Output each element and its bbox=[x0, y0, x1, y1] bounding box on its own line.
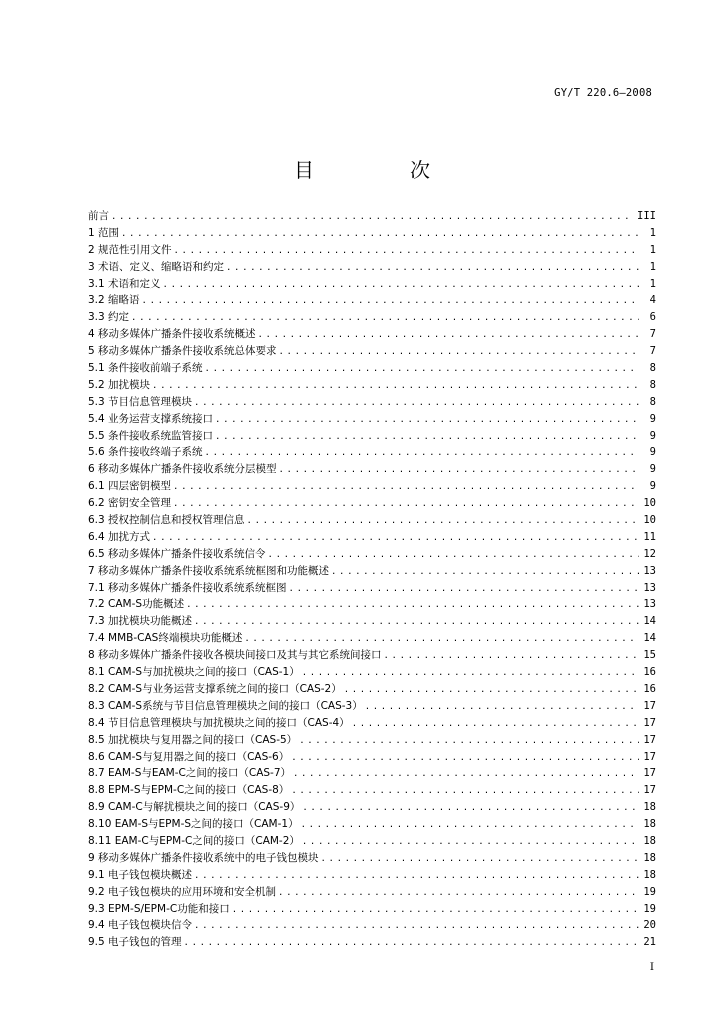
toc-leader-dots bbox=[293, 766, 639, 783]
toc-entry-page: 7 bbox=[649, 328, 656, 341]
toc-entry-title: 5.2 加扰模块 bbox=[88, 378, 151, 391]
toc-entry-title: 6.2 密钥安全管理 bbox=[88, 497, 172, 510]
toc-entry-page: 17 bbox=[643, 750, 656, 763]
toc-leader-dots bbox=[244, 631, 639, 648]
toc-entry-page: 17 bbox=[643, 767, 656, 780]
toc-entry[interactable] bbox=[88, 664, 656, 681]
toc-entry-page: 18 bbox=[643, 868, 656, 881]
toc-entry-title: 5.1 条件接收前端子系统 bbox=[88, 362, 203, 375]
page-number: I bbox=[649, 961, 654, 973]
toc-entry-title: 6 移动多媒体广播条件接收系统分层模型 bbox=[88, 463, 277, 476]
toc-entry-title: 5 移动多媒体广播条件接收系统总体要求 bbox=[88, 345, 277, 358]
toc-entry-page: 17 bbox=[643, 784, 656, 797]
toc-leader-dots bbox=[365, 699, 639, 716]
toc-entry-title: 8.6 CAM-S与复用器之间的接口（CAS-6） bbox=[88, 750, 290, 763]
toc-entry-page: 1 bbox=[649, 226, 656, 239]
toc-entry-page: 8 bbox=[649, 395, 656, 408]
toc-entry[interactable] bbox=[88, 715, 656, 732]
toc-entry-page: 12 bbox=[643, 547, 656, 560]
toc-entry-title: 8.2 CAM-S与业务运营支撑系统之间的接口（CAS-2） bbox=[88, 682, 342, 695]
toc-entry-page: 9 bbox=[649, 463, 656, 476]
toc-entry-page: 17 bbox=[643, 716, 656, 729]
toc-entry-title: 8.5 加扰模块与复用器之间的接口（CAS-5） bbox=[88, 733, 298, 746]
toc-leader-dots bbox=[142, 293, 639, 310]
toc-entry-page: 18 bbox=[643, 801, 656, 814]
toc-leader-dots bbox=[247, 513, 639, 530]
toc-entry-page: 10 bbox=[643, 497, 656, 510]
toc-leader-dots bbox=[232, 902, 639, 919]
toc-entry-page: 15 bbox=[643, 649, 656, 662]
toc-entry-page: 18 bbox=[643, 834, 656, 847]
toc-leader-dots bbox=[299, 733, 639, 750]
toc-entry-page: 19 bbox=[643, 885, 656, 898]
toc-leader-dots bbox=[279, 462, 639, 479]
toc-entry-title: 前言 bbox=[88, 210, 109, 222]
toc-entry-title: 3.1 术语和定义 bbox=[88, 277, 161, 290]
toc-entry-page: 20 bbox=[643, 919, 656, 932]
toc-leader-dots bbox=[152, 530, 639, 547]
toc-entry[interactable] bbox=[88, 242, 656, 259]
toc-entry-title: 4 移动多媒体广播条件接收系统概述 bbox=[88, 328, 256, 341]
toc-entry-page: 7 bbox=[649, 345, 656, 358]
toc-entry-title: 8.9 CAM-C与解扰模块之间的接口（CAS-9） bbox=[88, 801, 301, 814]
toc-entry-page: 11 bbox=[643, 530, 656, 543]
toc-leader-dots bbox=[194, 868, 639, 885]
toc-leader-dots bbox=[215, 412, 639, 429]
toc-leader-dots bbox=[186, 597, 639, 614]
toc-entry-page: 13 bbox=[643, 564, 656, 577]
toc-leader-dots bbox=[278, 885, 639, 902]
toc-entry-title: 8.10 EAM-S与EPM-S之间的接口（CAM-1） bbox=[88, 818, 299, 831]
toc-entry-title: 1 范围 bbox=[88, 226, 120, 239]
toc-entry[interactable] bbox=[88, 394, 656, 411]
toc-entry-title: 8.7 EAM-S与EAM-C之间的接口（CAS-7） bbox=[88, 767, 292, 780]
toc-entry[interactable] bbox=[88, 917, 656, 934]
toc-entry[interactable] bbox=[88, 259, 656, 276]
toc-leader-dots bbox=[302, 834, 639, 851]
toc-entry-title: 6.4 加扰方式 bbox=[88, 530, 151, 543]
toc-entry-page: 17 bbox=[643, 699, 656, 712]
toc-entry-page: 13 bbox=[643, 598, 656, 611]
toc-leader-dots bbox=[302, 665, 639, 682]
toc-entry[interactable] bbox=[88, 343, 656, 360]
toc-entry-title: 8.3 CAM-S系统与节目信息管理模块之间的接口（CAS-3） bbox=[88, 699, 363, 712]
toc-entry[interactable] bbox=[88, 833, 656, 850]
toc-entry-title: 3 术语、定义、缩略语和约定 bbox=[88, 260, 225, 273]
toc-entry-page: III bbox=[637, 210, 656, 222]
toc-entry[interactable] bbox=[88, 850, 656, 867]
toc-entry[interactable] bbox=[88, 867, 656, 884]
toc-entry[interactable] bbox=[88, 461, 656, 478]
toc-entry-title: 5.4 业务运营支撑系统接口 bbox=[88, 412, 214, 425]
toc-entry-title: 5.5 条件接收系统监管接口 bbox=[88, 429, 214, 442]
toc-entry-title: 9.3 EPM-S/EPM-C功能和接口 bbox=[88, 902, 230, 915]
toc-entry[interactable] bbox=[88, 749, 656, 766]
toc-leader-dots bbox=[174, 243, 639, 260]
toc-entry[interactable] bbox=[88, 529, 656, 546]
toc-leader-dots bbox=[184, 935, 639, 952]
toc-entry[interactable] bbox=[88, 901, 656, 918]
toc-entry[interactable] bbox=[88, 681, 656, 698]
toc-entry-page: 6 bbox=[649, 311, 656, 324]
toc-entry[interactable] bbox=[88, 698, 656, 715]
toc-leader-dots bbox=[301, 817, 639, 834]
toc-entry-page: 21 bbox=[643, 936, 656, 949]
toc-entry[interactable] bbox=[88, 495, 656, 512]
toc-entry-page: 1 bbox=[649, 260, 656, 273]
toc-entry-title: 7.4 MMB-CAS终端模块功能概述 bbox=[88, 632, 243, 645]
toc-leader-dots bbox=[173, 479, 639, 496]
toc-leader-dots bbox=[291, 783, 639, 800]
toc-leader-dots bbox=[352, 716, 639, 733]
toc-entry[interactable] bbox=[88, 512, 656, 529]
toc-entry-title: 6.5 移动多媒体广播条件接收系统信令 bbox=[88, 547, 266, 560]
toc-entry-title: 9.2 电子钱包模块的应用环境和安全机制 bbox=[88, 885, 277, 898]
toc-entry-title: 8.8 EPM-S与EPM-C之间的接口（CAS-8） bbox=[88, 784, 290, 797]
toc-leader-dots bbox=[121, 226, 639, 243]
toc-entry-page: 19 bbox=[643, 902, 656, 915]
toc-leader-dots bbox=[215, 429, 639, 446]
toc-entry-title: 3.2 缩略语 bbox=[88, 294, 140, 307]
toc-entry-page: 9 bbox=[649, 429, 656, 442]
toc-leader-dots bbox=[163, 277, 639, 294]
toc-entry-title: 8.11 EAM-C与EPM-C之间的接口（CAM-2） bbox=[88, 834, 300, 847]
toc-entry[interactable] bbox=[88, 444, 656, 461]
toc-leader-dots bbox=[131, 310, 639, 327]
toc-entry[interactable] bbox=[88, 292, 656, 309]
toc-entry-title: 7.1 移动多媒体广播条件接收系统系统框图 bbox=[88, 581, 287, 594]
toc-leader-dots bbox=[111, 209, 634, 226]
page-title: 目 次 bbox=[294, 158, 468, 182]
toc-entry[interactable] bbox=[88, 732, 656, 749]
toc-entry-title: 3.3 约定 bbox=[88, 311, 130, 324]
toc-entry-page: 8 bbox=[649, 378, 656, 391]
toc-entry[interactable] bbox=[88, 428, 656, 445]
toc-entry-title: 9.4 电子钱包模块信令 bbox=[88, 919, 193, 932]
toc-entry-title: 8.1 CAM-S与加扰模块之间的接口（CAS-1） bbox=[88, 666, 300, 679]
toc-entry-title: 8.4 节目信息管理模块与加扰模块之间的接口（CAS-4） bbox=[88, 716, 350, 729]
toc-entry[interactable] bbox=[88, 596, 656, 613]
standard-code: GY/T 220.6—2008 bbox=[554, 87, 652, 99]
toc-leader-dots bbox=[205, 445, 639, 462]
toc-entry-page: 14 bbox=[643, 615, 656, 628]
toc-entry-page: 14 bbox=[643, 632, 656, 645]
toc-leader-dots bbox=[344, 682, 639, 699]
toc-leader-dots bbox=[279, 344, 639, 361]
toc-entry-page: 18 bbox=[643, 851, 656, 864]
toc-entry[interactable] bbox=[88, 208, 656, 225]
toc-leader-dots bbox=[173, 496, 639, 513]
toc-entry[interactable] bbox=[88, 799, 656, 816]
toc-entry-page: 18 bbox=[643, 818, 656, 831]
toc-entry[interactable] bbox=[88, 326, 656, 343]
toc-leader-dots bbox=[291, 750, 639, 767]
toc-entry-title: 9 移动多媒体广播条件接收系统中的电子钱包模块 bbox=[88, 851, 319, 864]
toc-entry-title: 6.1 四层密钥模型 bbox=[88, 480, 172, 493]
toc-entry-page: 16 bbox=[643, 682, 656, 695]
toc-entry[interactable] bbox=[88, 630, 656, 647]
toc-entry[interactable] bbox=[88, 276, 656, 293]
toc-leader-dots bbox=[194, 395, 639, 412]
toc-leader-dots bbox=[205, 361, 639, 378]
toc-entry-title: 5.3 节目信息管理模块 bbox=[88, 395, 193, 408]
toc-entry-title: 5.6 条件接收终端子系统 bbox=[88, 446, 203, 459]
toc-leader-dots bbox=[321, 851, 639, 868]
toc-entry[interactable] bbox=[88, 816, 656, 833]
toc-entry[interactable] bbox=[88, 613, 656, 630]
toc-entry-page: 10 bbox=[643, 514, 656, 527]
toc-entry-title: 6.3 授权控制信息和授权管理信息 bbox=[88, 514, 245, 527]
toc-entry-title: 9.1 电子钱包模块概述 bbox=[88, 868, 193, 881]
toc-entry[interactable] bbox=[88, 478, 656, 495]
table-of-contents bbox=[88, 208, 656, 951]
toc-leader-dots bbox=[226, 260, 639, 277]
toc-entry-page: 4 bbox=[649, 294, 656, 307]
toc-leader-dots bbox=[384, 648, 639, 665]
toc-entry[interactable] bbox=[88, 411, 656, 428]
toc-leader-dots bbox=[302, 800, 639, 817]
toc-entry[interactable] bbox=[88, 563, 656, 580]
toc-entry-title: 2 规范性引用文件 bbox=[88, 243, 172, 256]
toc-entry[interactable] bbox=[88, 580, 656, 597]
toc-entry[interactable] bbox=[88, 765, 656, 782]
toc-leader-dots bbox=[258, 327, 639, 344]
toc-leader-dots bbox=[194, 918, 639, 935]
toc-entry[interactable] bbox=[88, 934, 656, 951]
toc-leader-dots bbox=[194, 614, 639, 631]
toc-entry-title: 8 移动多媒体广播条件接收各模块间接口及其与其它系统间接口 bbox=[88, 649, 382, 662]
toc-entry-title: 7 移动多媒体广播条件接收系统系统框图和功能概述 bbox=[88, 564, 330, 577]
toc-leader-dots bbox=[331, 564, 639, 581]
toc-entry-page: 9 bbox=[649, 446, 656, 459]
toc-leader-dots bbox=[152, 378, 639, 395]
toc-entry-page: 16 bbox=[643, 666, 656, 679]
toc-entry[interactable] bbox=[88, 647, 656, 664]
toc-entry-page: 8 bbox=[649, 362, 656, 375]
toc-leader-dots bbox=[268, 547, 639, 564]
toc-entry-title: 7.3 加扰模块功能概述 bbox=[88, 615, 193, 628]
toc-entry[interactable] bbox=[88, 782, 656, 799]
toc-entry[interactable] bbox=[88, 309, 656, 326]
toc-entry-title: 7.2 CAM-S功能概述 bbox=[88, 598, 185, 611]
toc-leader-dots bbox=[289, 581, 639, 598]
toc-entry-page: 9 bbox=[649, 480, 656, 493]
toc-entry-page: 1 bbox=[649, 277, 656, 290]
toc-entry[interactable] bbox=[88, 377, 656, 394]
toc-entry-title: 9.5 电子钱包的管理 bbox=[88, 936, 182, 949]
toc-entry-page: 13 bbox=[643, 581, 656, 594]
toc-entry[interactable] bbox=[88, 225, 656, 242]
toc-entry[interactable] bbox=[88, 546, 656, 563]
toc-entry-page: 9 bbox=[649, 412, 656, 425]
toc-entry-page: 1 bbox=[649, 243, 656, 256]
toc-entry[interactable] bbox=[88, 360, 656, 377]
toc-entry[interactable] bbox=[88, 884, 656, 901]
toc-entry-page: 17 bbox=[643, 733, 656, 746]
